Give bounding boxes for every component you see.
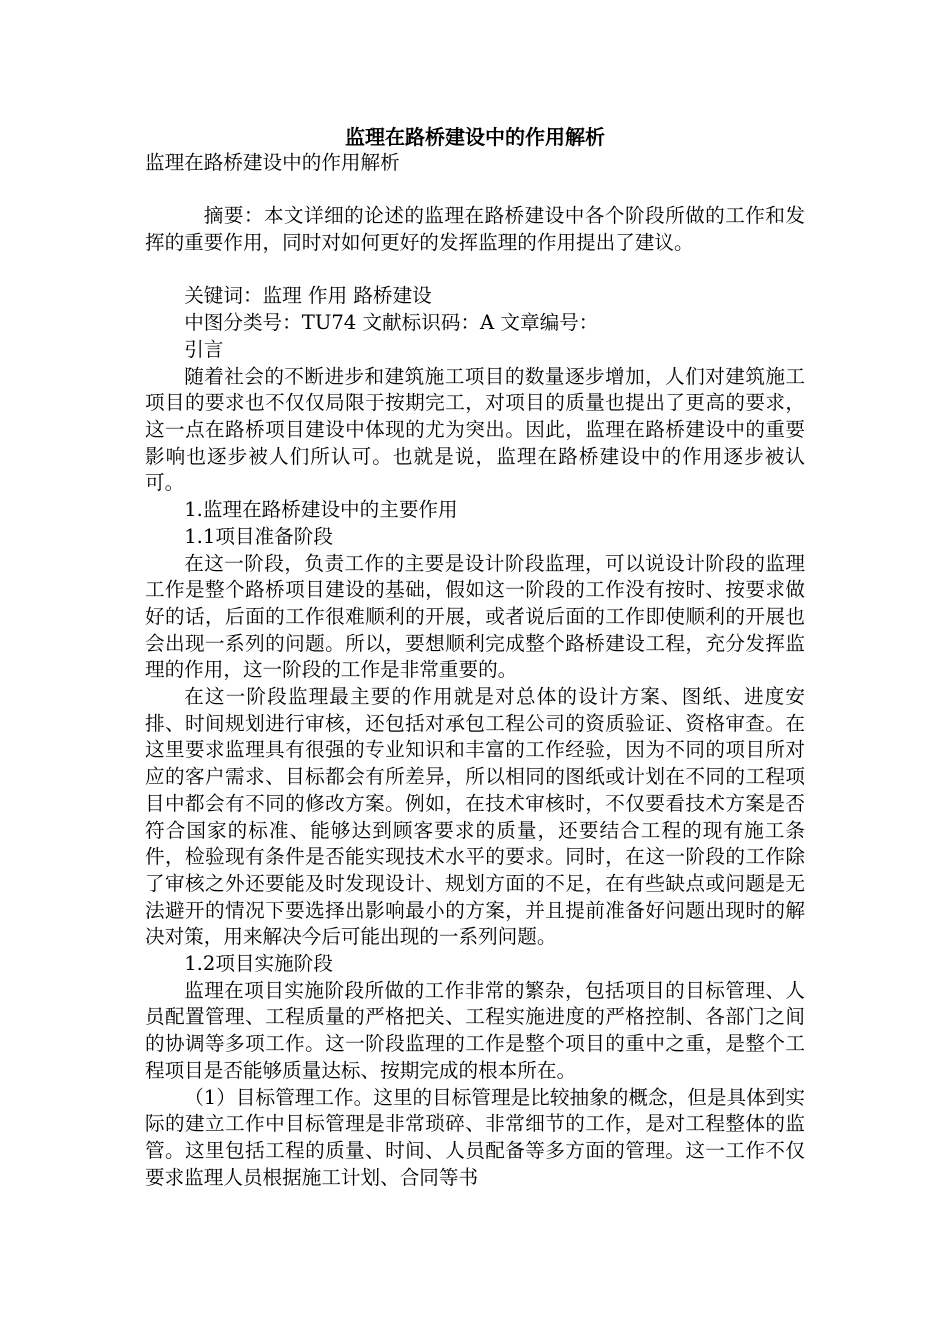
- section-1-1-paragraph-1: 在这一阶段，负责工作的主要是设计阶段监理，可以说设计阶段的监理工作是整个路桥项目建设的基础，假如这一阶段的工作没有按时、按要求做好的话，后面的工作很难顺利的开展，或者说后面的工作即使顺利的开展也会出现一系列的问题。所以，要想顺利完成整个路桥建设工程，充分发挥监理的作用，这一阶段的工作是非常重要的。: [145, 551, 805, 682]
- section-1-2-heading: 1.2项目实施阶段: [184, 952, 333, 976]
- blank-line: [145, 257, 805, 284]
- section-1-heading: 1.监理在路桥建设中的主要作用: [184, 498, 458, 522]
- keywords-line: 关键词：监理 作用 路桥建设: [184, 284, 432, 308]
- intro-paragraph: 随着社会的不断进步和建筑施工项目的数量逐步增加，人们对建筑施工项目的要求也不仅仅局限于按期完工，对项目的质量也提出了更高的要求，这一点在路桥项目建设中体现的尤为突出。因此，监理在路桥建设中的重要影响也逐步被人们所认可。也就是说，监理在路桥建设中的作用逐步被认可。: [145, 364, 805, 495]
- abstract-paragraph: 摘要：本文详细的论述的监理在路桥建设中各个阶段所做的工作和发挥的重要作用，同时对如何更好的发挥监理的作用提出了建议。: [145, 204, 805, 255]
- section-1-2-paragraph-2: （1）目标管理工作。这里的目标管理是比较抽象的概念，但是具体到实际的建立工作中目标管理是非常琐碎、非常细节的工作，是对工程整体的监管。这里包括工程的质量、时间、人员配备等多方面的管理。这一工作不仅要求监理人员根据施工计划、合同等书: [145, 1085, 805, 1189]
- document-subtitle: 监理在路桥建设中的作用解析: [145, 151, 400, 174]
- blank-line: [145, 177, 805, 204]
- document-title: 监理在路桥建设中的作用解析: [345, 125, 605, 149]
- intro-heading: 引言: [184, 337, 224, 361]
- section-1-2-paragraph-1: 监理在项目实施阶段所做的工作非常的繁杂，包括项目的目标管理、人员配置管理、工程质量的严格把关、工程实施进度的严格控制、各部门之间的协调等多项工作。这一阶段监理的工作是整个项目的重中之重，是整个工程项目是否能够质量达标、按期完成的根本所在。: [145, 978, 805, 1082]
- classification-line: 中图分类号：TU74 文献标识码：A 文章编号：: [184, 311, 599, 335]
- document-body: [145, 150, 805, 1191]
- section-1-1-heading: 1.1项目准备阶段: [184, 524, 333, 548]
- section-1-1-paragraph-2: 在这一阶段监理最主要的作用就是对总体的设计方案、图纸、进度安排、时间规划进行审核，还包括对承包工程公司的资质验证、资格审查。在这里要求监理具有很强的专业知识和丰富的工作经验，因为不同的项目所对应的客户需求、目标都会有所差异，所以相同的图纸或计划在不同的工程项目中都会有不同的修改方案。例如，在技术审核时，不仅要看技术方案是否符合国家的标准、能够达到顾客要求的质量，还要结合工程的现有施工条件，检验现有条件是否能实现技术水平的要求。同时，在这一阶段的工作除了审核之外还要能及时发现设计、规划方面的不足，在有些缺点或问题是无法避开的情况下要选择出影响最小的方案，并且提前准备好问题出现时的解决对策，用来解决今后可能出现的一系列问题。: [145, 685, 805, 949]
